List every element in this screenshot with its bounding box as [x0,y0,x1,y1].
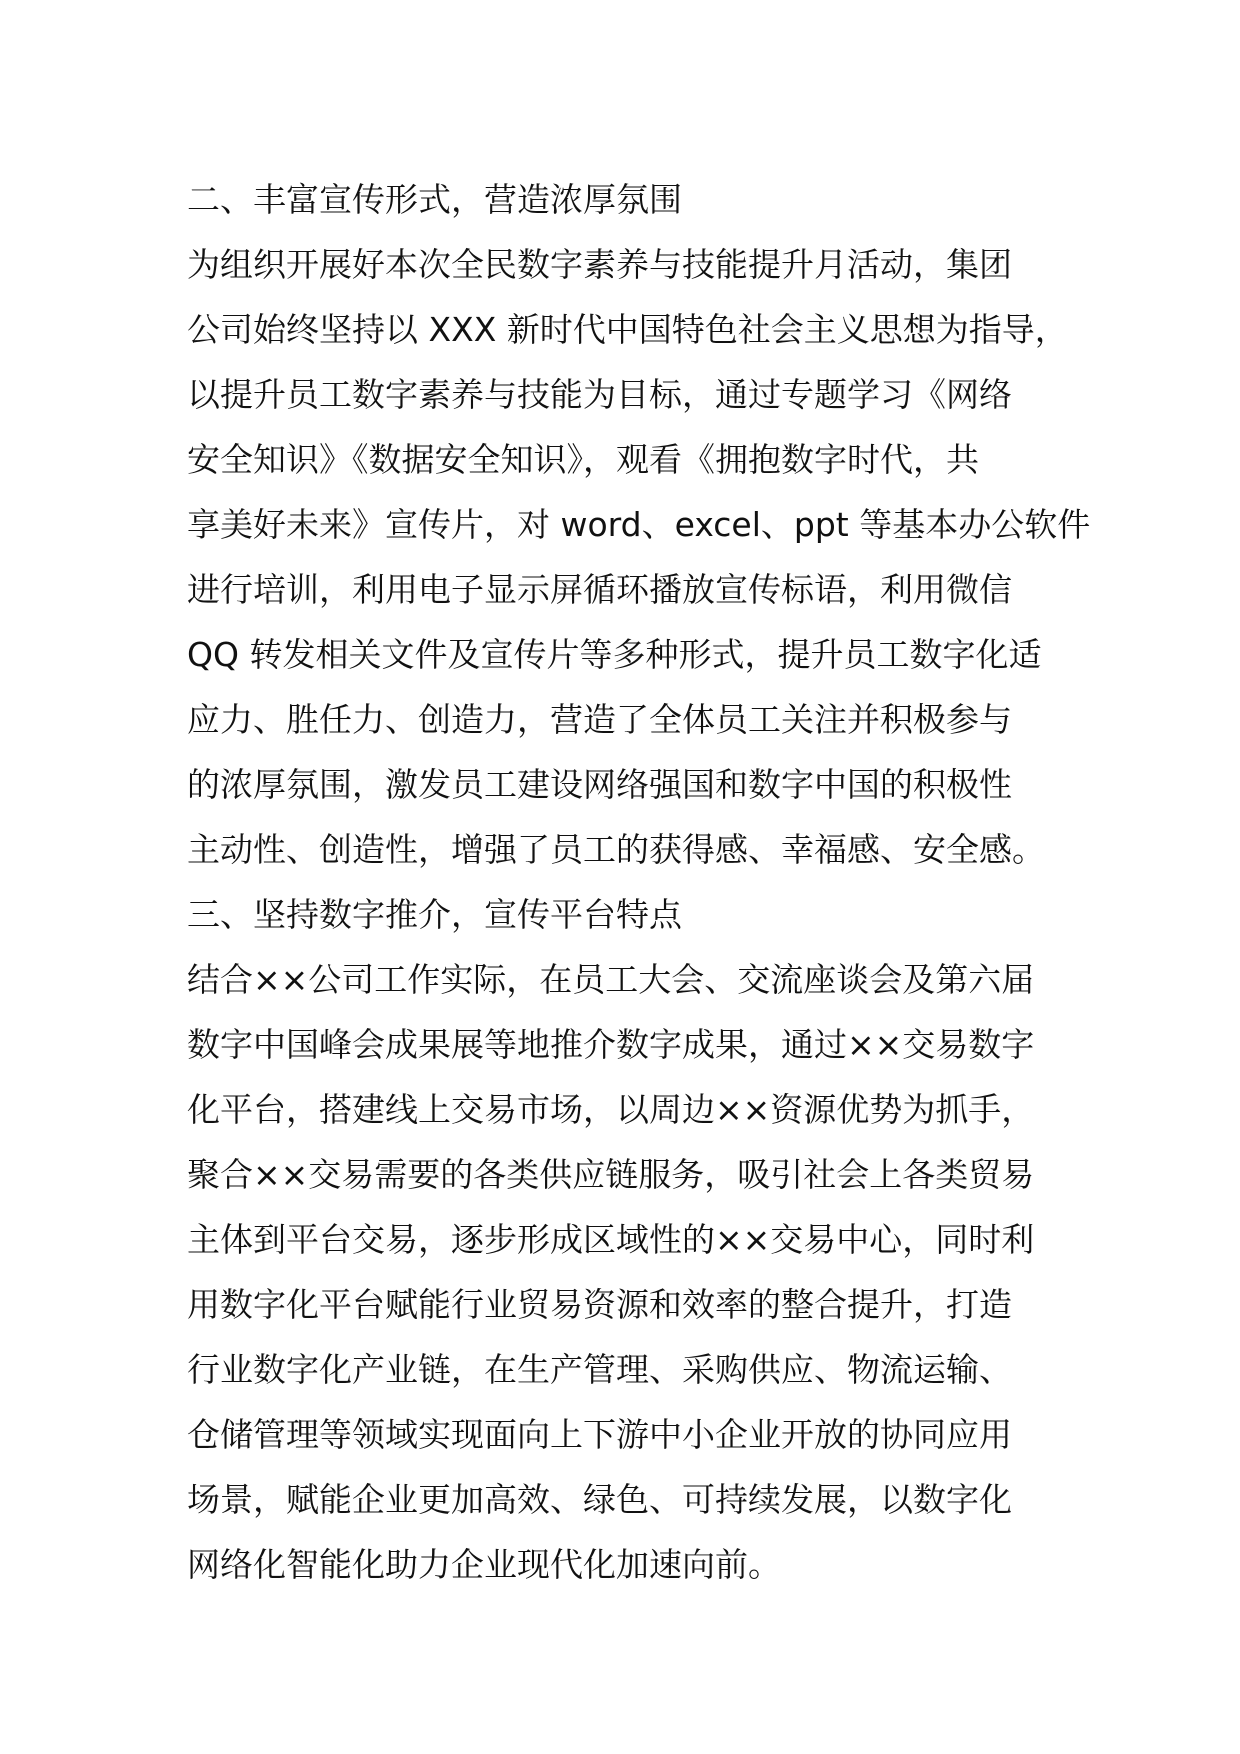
paragraph-line: 化平台，搭建线上交易市场，以周边××资源优势为抓手， [187,1090,1035,1129]
paragraph-line: QQ 转发相关文件及宣传片等多种形式，提升员工数字化适 [187,635,1042,674]
paragraph-line: 场景，赋能企业更加高效、绿色、可持续发展，以数字化 [187,1480,1012,1519]
paragraph-line: 公司始终坚持以 XXX 新时代中国特色社会主义思想为指导， [187,310,1068,349]
paragraph-line: 应力、胜任力、创造力，营造了全体员工关注并积极参与 [187,700,1012,739]
paragraph-line: 用数字化平台赋能行业贸易资源和效率的整合提升，打造 [187,1285,1012,1324]
paragraph-line: 行业数字化产业链，在生产管理、采购供应、物流运输、 [187,1350,1012,1389]
paragraph-line: 仓储管理等领域实现面向上下游中小企业开放的协同应用 [187,1415,1012,1454]
paragraph-line: 享美好未来》宣传片，对 word、excel、ppt 等基本办公软件 [187,505,1091,544]
document-body [187,167,1091,1597]
section-heading-3: 三、坚持数字推介，宣传平台特点 [187,895,682,934]
paragraph-line: 以提升员工数字素养与技能为目标，通过专题学习《网络 [187,375,1012,414]
paragraph-line: 进行培训，利用电子显示屏循环播放宣传标语，利用微信 [187,570,1012,609]
paragraph-line: 结合××公司工作实际，在员工大会、交流座谈会及第六届 [187,960,1035,999]
paragraph-line: 主动性、创造性，增强了员工的获得感、幸福感、安全感。 [187,830,1045,869]
paragraph-line: 网络化智能化助力企业现代化加速向前。 [187,1545,781,1584]
paragraph-line: 的浓厚氛围，激发员工建设网络强国和数字中国的积极性 [187,765,1012,804]
paragraph-line: 主体到平台交易，逐步形成区域性的××交易中心，同时利 [187,1220,1035,1259]
paragraph-line: 安全知识》《数据安全知识》，观看《拥抱数字时代，共 [187,440,979,479]
paragraph-line: 数字中国峰会成果展等地推介数字成果，通过××交易数字 [187,1025,1035,1064]
section-heading-2: 二、丰富宣传形式，营造浓厚氛围 [187,180,682,219]
paragraph-line: 为组织开展好本次全民数字素养与技能提升月活动，集团 [187,245,1012,284]
paragraph-line: 聚合××交易需要的各类供应链服务，吸引社会上各类贸易 [187,1155,1035,1194]
